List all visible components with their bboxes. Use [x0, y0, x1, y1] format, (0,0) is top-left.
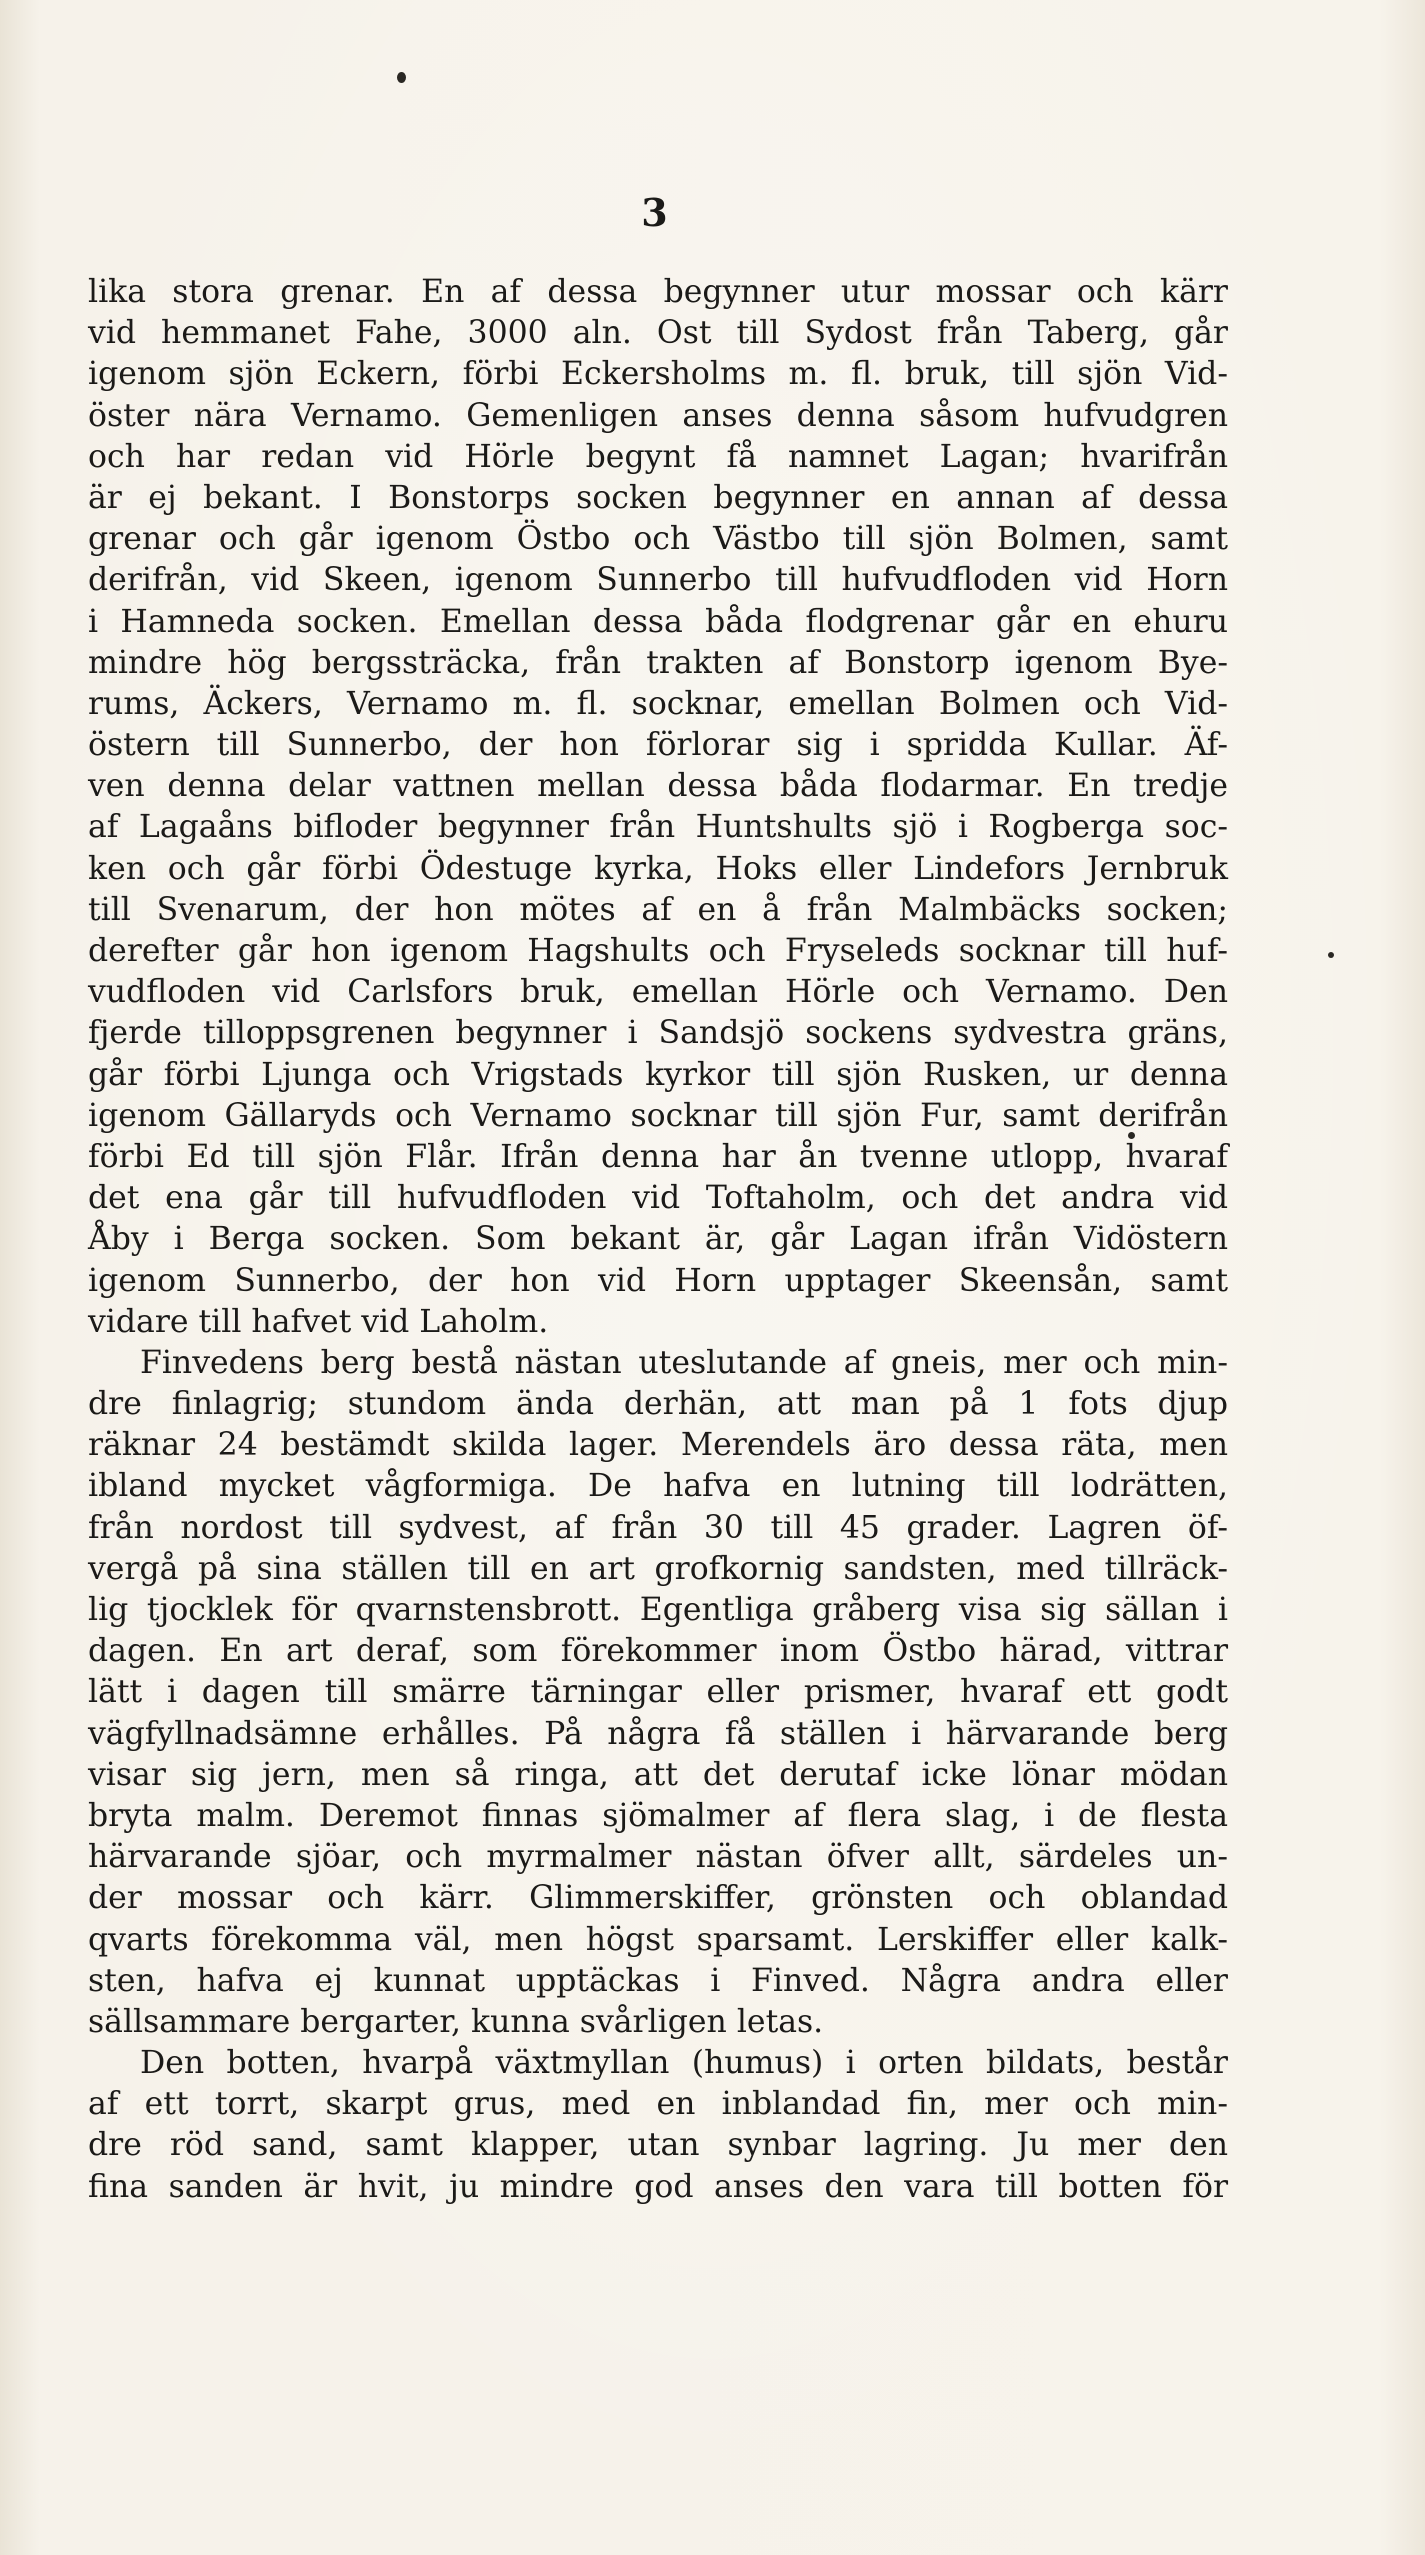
text-line: igenom sjön Eckern, förbi Eckersholms m. fl. bruk, till sjön Vid-	[88, 356, 1228, 393]
text-line: sällsammare bergarter, kunna svårligen letas.	[88, 2003, 824, 2040]
text-line: sten, hafva ej kunnat upptäckas i Finved. Några andra eller	[88, 1962, 1228, 1999]
text-line: Finvedens berg bestå nästan uteslutande af gneis, mer och min-	[140, 1344, 1228, 1381]
text-line: rums, Äckers, Vernamo m. fl. socknar, emellan Bolmen och Vid-	[88, 685, 1228, 722]
text-line: af Lagaåns bifloder begynner från Huntshults sjö i Rogberga soc-	[88, 809, 1228, 846]
text-line: igenom Sunnerbo, der hon vid Horn upptager Skeensån, samt	[88, 1262, 1228, 1299]
ink-speck	[397, 72, 406, 83]
body-text	[88, 272, 1228, 2208]
text-line: ibland mycket vågformiga. De hafva en lutning till lodrätten,	[88, 1468, 1228, 1505]
text-line: lika stora grenar. En af dessa begynner utur mossar och kärr	[88, 274, 1228, 310]
text-line: derefter går hon igenom Hagshults och Fryseleds socknar till huf-	[88, 933, 1228, 969]
text-line: dre röd sand, samt klapper, utan synbar lagring. Ju mer den	[88, 2127, 1228, 2164]
text-line: förbi Ed till sjön Flår. Ifrån denna har ån tvenne utlopp, hvaraf	[88, 1138, 1228, 1175]
text-line: grenar och går igenom Östbo och Västbo till sjön Bolmen, samt	[88, 521, 1228, 558]
text-line: ven denna delar vattnen mellan dessa båda flodarmar. En tredje	[88, 768, 1228, 805]
text-line: vid hemmanet Fahe, 3000 aln. Ost till Sydost från Taberg, går	[88, 315, 1228, 352]
text-line: fina sanden är hvit, ju mindre god anses den vara till botten för	[88, 2168, 1228, 2205]
text-line: lätt i dagen till smärre tärningar eller prismer, hvaraf ett godt	[88, 1674, 1228, 1711]
text-line: öster nära Vernamo. Gemenligen anses denna såsom hufvudgren	[88, 397, 1228, 434]
text-line: qvarts förekomma väl, men högst sparsamt. Lerskiffer eller kalk-	[88, 1921, 1228, 1958]
text-line: ken och går förbi Ödestuge kyrka, Hoks eller Lindefors Jernbruk	[88, 850, 1228, 887]
text-line: bryta malm. Deremot finnas sjömalmer af flera slag, i de flesta	[88, 1797, 1228, 1834]
text-line: af ett torrt, skarpt grus, med en inblandad fin, mer och min-	[88, 2086, 1228, 2123]
text-line: räknar 24 bestämdt skilda lager. Merendels äro dessa räta, men	[88, 1427, 1228, 1464]
text-line: derifrån, vid Skeen, igenom Sunnerbo till hufvudfloden vid Horn	[88, 562, 1228, 599]
text-line: vudfloden vid Carlsfors bruk, emellan Hörle och Vernamo. Den	[88, 974, 1228, 1011]
text-line: det ena går till hufvudfloden vid Toftaholm, och det andra vid	[88, 1180, 1228, 1217]
text-line: igenom Gällaryds och Vernamo socknar till sjön Fur, samt derifrån	[88, 1097, 1228, 1134]
text-line: der mossar och kärr. Glimmerskiffer, grönsten och oblandad	[88, 1880, 1228, 1917]
text-line: lig tjocklek för qvarnstensbrott. Egentliga gråberg visa sig sällan i	[88, 1592, 1228, 1628]
ink-speck	[1328, 952, 1334, 958]
text-line: dre finlagrig; stundom ända derhän, att man på 1 fots djup	[88, 1386, 1228, 1423]
text-line: mindre hög bergssträcka, från trakten af Bonstorp igenom Bye-	[88, 644, 1228, 681]
text-line: Den botten, hvarpå växtmyllan (humus) i orten bildats, består	[140, 2045, 1228, 2082]
text-line: går förbi Ljunga och Vrigstads kyrkor till sjön Rusken, ur denna	[88, 1056, 1228, 1093]
text-line: vergå på sina ställen till en art grofkornig sandsten, med tillräck-	[88, 1550, 1228, 1587]
text-line: Åby i Berga socken. Som bekant är, går Lagan ifrån Vidöstern	[88, 1221, 1228, 1258]
text-line: visar sig jern, men så ringa, att det derutaf icke lönar mödan	[88, 1756, 1228, 1793]
text-line: östern till Sunnerbo, der hon förlorar sig i spridda Kullar. Äf-	[88, 727, 1228, 764]
text-line: från nordost till sydvest, af från 30 till 45 grader. Lagren öf-	[88, 1509, 1228, 1546]
text-line: dagen. En art deraf, som förekommer inom Östbo härad, vittrar	[88, 1633, 1228, 1670]
text-line: och har redan vid Hörle begynt få namnet Lagan; hvarifrån	[88, 438, 1228, 475]
text-line: är ej bekant. I Bonstorps socken begynner en annan af dessa	[88, 479, 1228, 516]
text-line: vägfyllnadsämne erhålles. På några få ställen i härvarande berg	[88, 1715, 1228, 1752]
text-line: vidare till hafvet vid Laholm.	[88, 1303, 549, 1340]
text-line: i Hamneda socken. Emellan dessa båda flodgrenar går en ehuru	[88, 603, 1228, 640]
page-number: 3	[641, 190, 669, 235]
text-line: till Svenarum, der hon mötes af en å från Malmbäcks socken;	[88, 891, 1228, 928]
text-line: härvarande sjöar, och myrmalmer nästan öfver allt, särdeles un-	[88, 1839, 1228, 1876]
text-line: fjerde tilloppsgrenen begynner i Sandsjö sockens sydvestra gräns,	[88, 1015, 1228, 1052]
